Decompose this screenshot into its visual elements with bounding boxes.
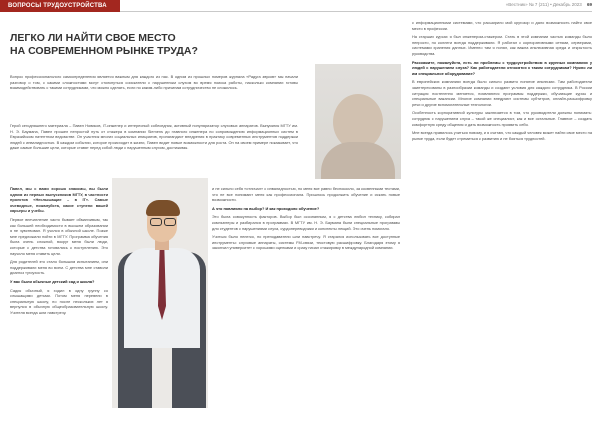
left-paragraph-1: Первое впечатление часто бывает обманчивым, так как большей необходимости в высшем образовании я не чувствовал. Я учился в обычной школе. Позже мне предложили пойти в МГТУ. Программа обучения была очень сложной, вокруг меня были люди, которые с детства готовились к поступлению. Это научило меня ставить цели. [10, 216, 108, 256]
glasses-right-lens [164, 218, 176, 226]
right-paragraph-5: Мне всегда нравилось учиться новому, и я считаю, что каждый человек может найти свое место на рынке труда, если будет стремиться к развитию и не бояться трудностей. [412, 130, 592, 141]
bio-paragraph: Герой сегодняшнего материала – Павел Новиков, IT-инженер и интересный собеседник, активный популяризатор слуховых аппаратов. Выпускник МГТУ им. Н. Э. Баумана, Павел прошел непростой путь от стажера в компании Siemens до главного инженера по сопровождению информационных систем в Евразийском патентном ведомстве. Он участник многих социальных инициатив, пропагандист внедрения в практику современных инструментов поддержки людей с инвалидностью. В каждом событии, которое происходит в жизни, Павел видит новые возможности для роста. Он на своем примере показывает, что даже самые большие цели, которые ставят перед собой люди с нарушенным слухом, достижимы. [10, 123, 298, 151]
middle-column [212, 186, 400, 254]
title-line-1: ЛЕГКО ЛИ НАЙТИ СВОЕ МЕСТО [10, 32, 176, 44]
right-paragraph-4: Особенность корпоративной культуры заключается в том, что руководители должны понимать: сотрудник с нарушением слуха – такой же специалист, как и все остальные. Главное – создать комфортную среду общения и дать возможность проявить себя. [412, 110, 592, 127]
mid-question-1: А что повлияло на выбор? И как проходило обучение? [212, 205, 320, 211]
header-rule [120, 11, 592, 12]
page-number: 69 [586, 2, 592, 7]
glasses-left-lens [150, 218, 162, 226]
mid-paragraph-1: и не сильно себя «отличал» с инвалидностью, но меня все равно беспокоило, за косвенными тестами, что не все понимают меня как профессионала. Пришлось продолжить обучение и искать новые возможности. [212, 186, 400, 203]
right-paragraph-2: На старших курсах я был инженером-стажером. Стать в этой компании частью команды было непросто, но коллеги всегда поддерживали. Я работал с корпоративными сетями, серверами, системами хранения данных. Именно там я понял, как важна инклюзивная среда и открытость руководства. [412, 34, 592, 56]
right-paragraph-3: В европейских компаниях всегда было сильно развито понятие инклюзии. Там работодатели заинтересованы в разнообразии команды и создают условия для каждого сотрудника. В России ситуация постепенно меняется, появляются программы поддержки, обучающие курсы и специальные вакансии. Многие компании внедряют системы субтитров, онлайн-расшифровку речи и другие вспомогательные технологии. [412, 79, 592, 107]
mid-paragraph-3: Учиться было нелегко, но преподаватели шли навстречу. Я старался использовать все доступные инструменты: слуховые аппараты, системы FM-связи, текстовую расшифровку. Благодаря этому я закончил университет с хорошими оценками и сразу начал стажировку в международной компании. [212, 234, 400, 251]
left-paragraph-2: Для родителей это стало большим испытанием, они поддерживали меня во всем. С детства мне ставили диагноз тугоухость. [10, 259, 108, 276]
section-tag: ВОПРОСЫ ТРУДОУСТРОЙСТВА [0, 0, 120, 12]
right-paragraph-1: с информационными системами, что расширило мой кругозор и дало возможность найти свое место в профессии. [412, 20, 592, 31]
portrait-photo [112, 178, 208, 408]
left-question-1: У вас были обычные детский сад и школа? [10, 278, 95, 284]
title-line-2: НА СОВРЕМЕННОМ РЫНКЕ ТРУДА? [10, 45, 198, 57]
right-question-1: Расскажите, пожалуйста, есть ли проблемы с трудоустройством в крупных компаниях у людей с нарушением слуха? Как работодатели относятся к таким сотрудникам? Нужно ли им специальное оборудование? [412, 59, 592, 76]
article-intro [10, 74, 298, 94]
hair-shape [146, 200, 180, 216]
left-column [10, 186, 108, 318]
intro-paragraph: Вопрос профессионального самоопределения является важным для каждого из нас. В одном из прошлых номеров журнала «Радуга звуков» мы начали разговор о том, с какими сложностями могут столкнуться соискатели с нарушенным слухом во время поиска работы, насколько компании готовы взаимодействовать с такими сотрудниками, что можно сделать, если по каким-либо причинам сотрудничество не сложилось. [10, 74, 298, 91]
mid-paragraph-2: Это была совокупность факторов. Выбор был осознанным, я с детства любил технику, собирал компьютеры и разбирался в программах. В МГТУ им. Н. Э. Баумана были специальные программы для студентов с нарушениями слуха, сурдопереводчики и конспекты лекций. Это очень помогало. [212, 214, 400, 231]
childhood-photo [315, 64, 401, 179]
left-lead: Павел, мы с вами хорошо знакомы, вы были одним из первых выпускников МГТУ, в частности проектов «Неслышащие – в IT». Самые очевидные, пожалуйста, какие ступени вашей карьеры и учебы. [10, 186, 108, 214]
left-paragraph-3: Садик обычный, я ходил в одну группу со слышащими детьми. Потом меня перевели в специальную школу, но после нескольких лет я вернулся в обычную общеобразовательную школу. Учителя всегда шли навстречу. [10, 287, 108, 315]
running-head-text: «Вестник» № 7 (211) • Декабрь 2023 [505, 2, 582, 7]
right-column [412, 20, 592, 144]
running-head [506, 2, 592, 7]
article-title [10, 32, 410, 58]
article-bio [10, 123, 298, 154]
page-header [0, 0, 600, 14]
